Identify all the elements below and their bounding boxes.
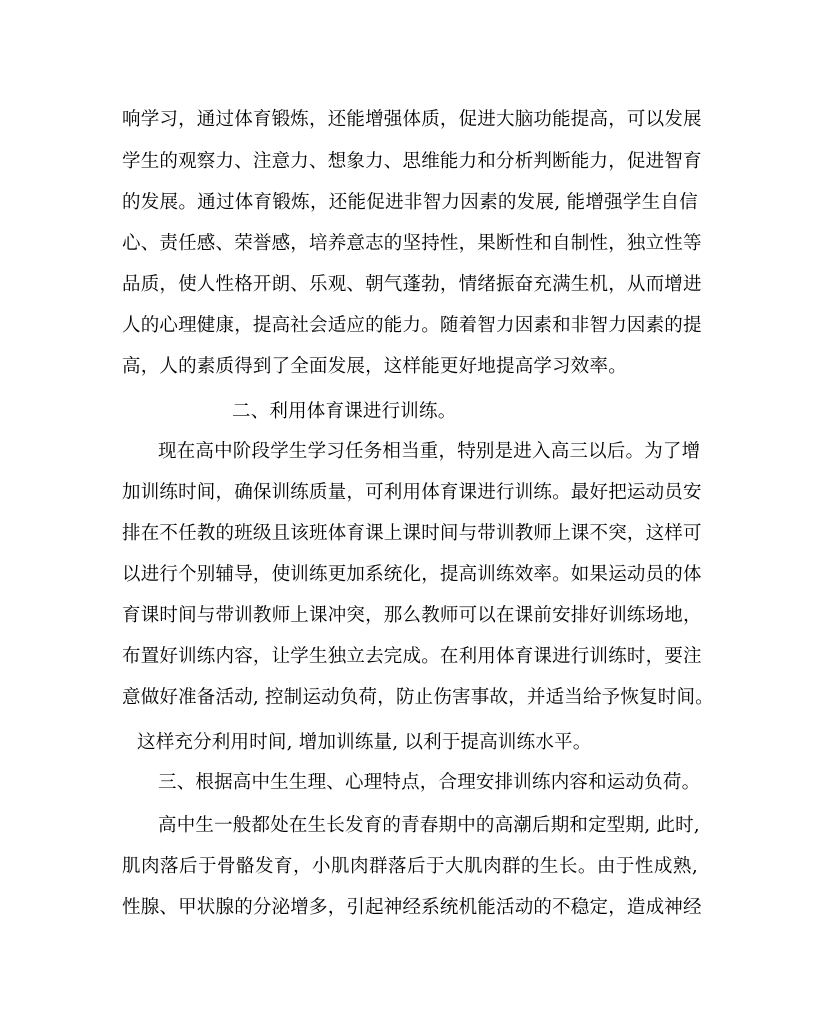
paragraph-line: 意做好准备活动, 控制运动负荷，防止伤害事故，并适当给予恢复时间。 [122, 687, 714, 708]
section-heading: 三、根据高中生生理、心理特点，合理安排训练内容和运动负荷。 [158, 772, 701, 793]
paragraph-line: 心、责任感、荣誉感，培养意志的坚持性，果断性和自制性，独立性等 [122, 233, 702, 254]
paragraph-line: 现在高中阶段学生学习任务相当重，特别是进入高三以后。为了增 [158, 441, 701, 462]
paragraph-line: 以进行个别辅导，使训练更加系统化，提高训练效率。如果运动员的体 [122, 564, 702, 585]
section-heading: 二、利用体育课进行训练。 [232, 401, 457, 422]
paragraph-line: 加训练时间，确保训练质量，可利用体育课进行训练。最好把运动员安 [122, 482, 702, 503]
paragraph-line: 这样充分利用时间, 增加训练量, 以利于提高训练水平。 [137, 732, 592, 753]
paragraph-line: 布置好训练内容，让学生独立去完成。在利用体育课进行训练时，要注 [122, 646, 702, 667]
paragraph-line: 品质，使人性格开朗、乐观、朝气蓬勃，情绪振奋充满生机，从而增进 [122, 274, 702, 295]
paragraph-line: 响学习，通过体育锻炼，还能增强体质，促进大脑功能提高，可以发展 [122, 109, 702, 130]
paragraph-line: 性腺、甲状腺的分泌增多，引起神经系统机能活动的不稳定，造成神经 [122, 897, 702, 918]
paragraph-line: 高中生一般都处在生长发育的青春期中的高潮后期和定型期, 此时, [158, 815, 700, 836]
paragraph-line: 高，人的素质得到了全面发展，这样能更好地提高学习效率。 [122, 356, 627, 377]
paragraph-line: 育课时间与带训教师上课冲突，那么教师可以在课前安排好训练场地， [122, 605, 702, 626]
paragraph-line: 学生的观察力、注意力、想象力、思维能力和分析判断能力，促进智育 [122, 151, 702, 172]
paragraph-line: 的发展。通过体育锻炼，还能促进非智力因素的发展, 能增强学生自信 [122, 192, 698, 213]
paragraph-line: 人的心理健康，提高社会适应的能力。随着智力因素和非智力因素的提 [122, 315, 702, 336]
paragraph-line: 排在不任教的班级且该班体育课上课时间与带训教师上课不突，这样可 [122, 523, 702, 544]
paragraph-line: 肌肉落后于骨骼发育，小肌肉群落后于大肌肉群的生长。由于性成熟, [122, 856, 698, 877]
